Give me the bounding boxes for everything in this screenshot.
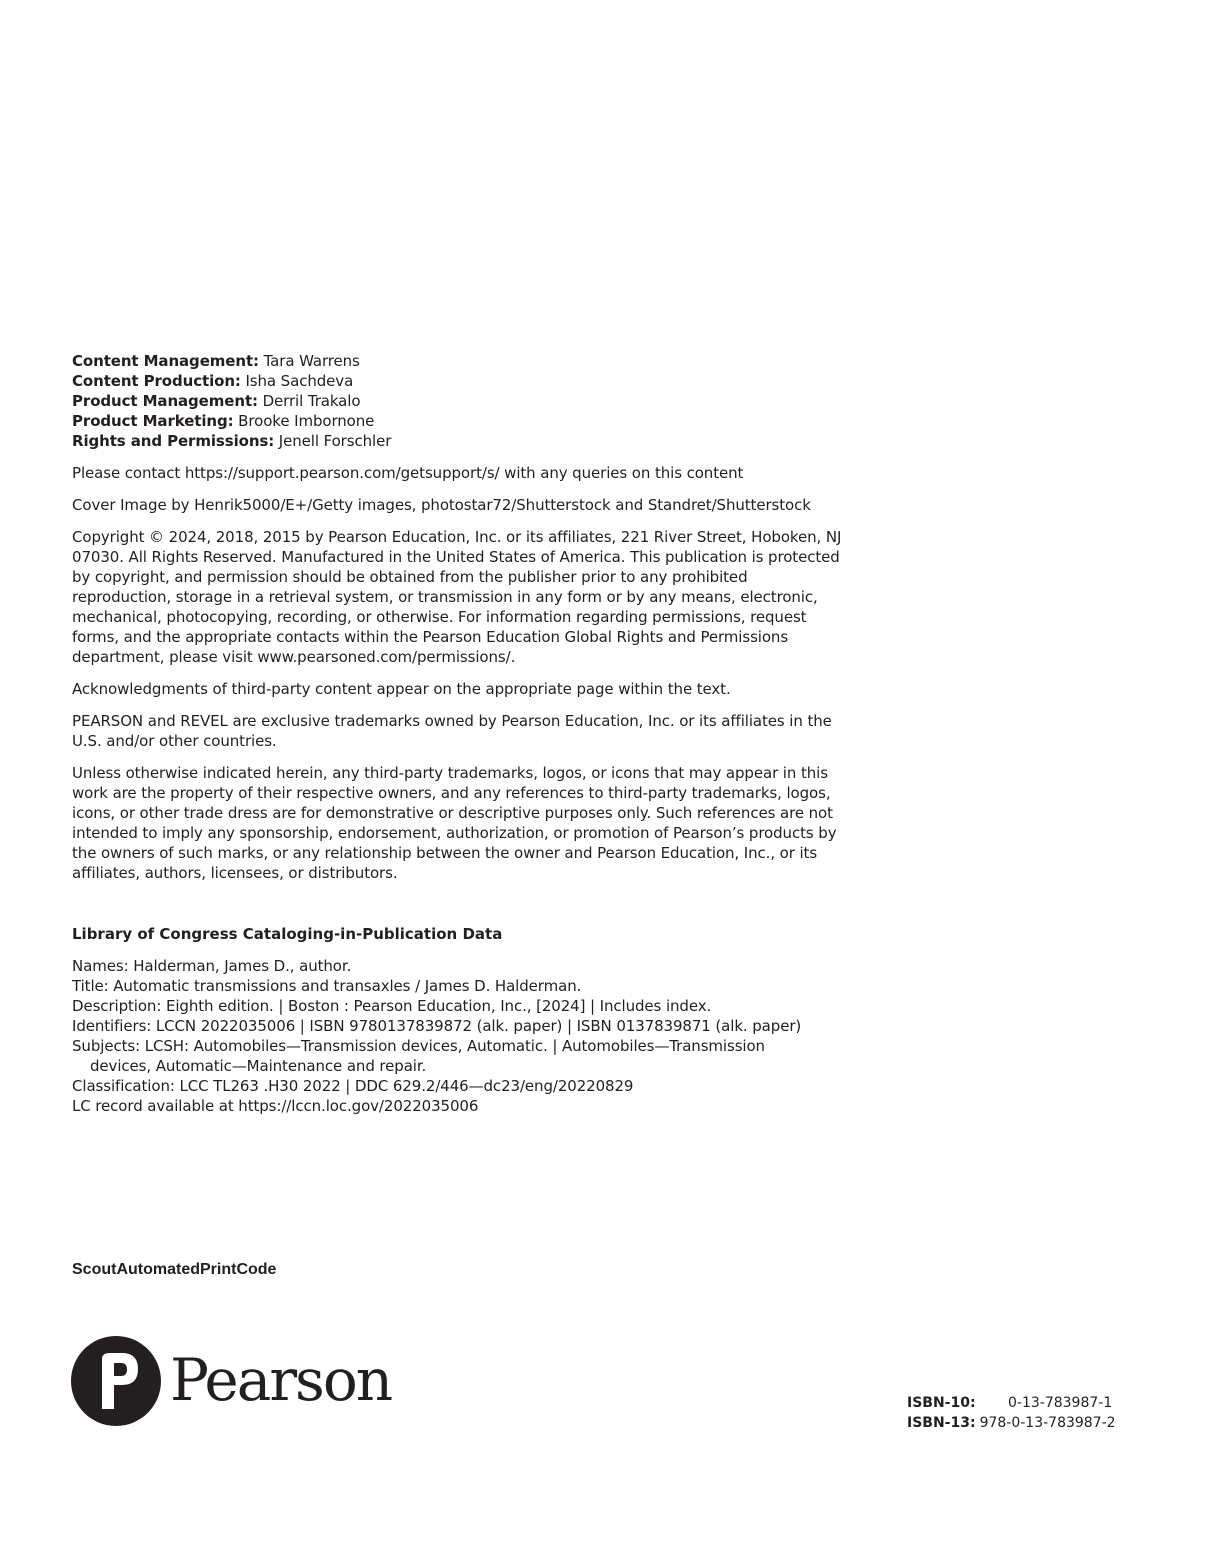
credit-line xyxy=(72,371,842,391)
cip-classification: Classification: LCC TL263 .H30 2022 | DDC 629.2/446—dc23/eng/20220829 xyxy=(72,1077,634,1095)
credit-line xyxy=(72,391,842,411)
cip-title: Library of Congress Cataloging-in-Publication Data xyxy=(72,925,503,943)
isbn-10-value: 0-13-783987-1 xyxy=(1008,1395,1113,1411)
credit-line xyxy=(72,351,842,371)
credit-role: Rights and Permissions: xyxy=(72,432,275,450)
credit-name: Isha Sachdeva xyxy=(240,372,354,390)
credit-role: Product Management: xyxy=(72,392,258,410)
pearson-logo xyxy=(70,1333,400,1431)
copyright-paragraph: Copyright © 2024, 2018, 2015 by Pearson Education, Inc. or its affiliates, 221 River Street, Hoboken, NJ 07030. All Rights Reserved. Manufactured in the United States of America. This publication is protected by copyright, and permission should be obtained from the publisher prior to any prohibited reproduction, storage in a retrieval system, or transmission in any form or by any means, electronic, mechanical, photocopying, recording, or otherwise. For information regarding permissions, request forms, and the appropriate contacts within the Pearson Education Global Rights and Permissions department, please visit www.pearsoned.com/permissions/. xyxy=(72,528,842,666)
cover-credit-paragraph: Cover Image by Henrik5000/E+/Getty images, photostar72/Shutterstock and Standret/Shutterstock xyxy=(72,496,811,514)
trademarks-paragraph: PEARSON and REVEL are exclusive trademarks owned by Pearson Education, Inc. or its affiliates in the U.S. and/or other countries. xyxy=(72,712,832,750)
cip-subjects: Subjects: LCSH: Automobiles—Transmission devices, Automatic. | Automobiles—Transmission xyxy=(72,1037,765,1055)
isbn-13-label: ISBN-13: xyxy=(907,1415,976,1431)
credits-block xyxy=(72,351,842,451)
third-party-paragraph: Unless otherwise indicated herein, any third-party trademarks, logos, or icons that may appear in this work are the property of their respective owners, and any references to third-party trademarks, logos, icons, or other trade dress are for demonstrative or descriptive purposes only. Such references are not intended to imply any sponsorship, endorsement, authorization, or promotion of Pearson’s products by the owners of such marks, or any relationship between the owner and Pearson Education, Inc., or its affiliates, authors, licensees, or distributors. xyxy=(72,764,837,882)
cip-block xyxy=(72,956,842,1116)
cip-description: Description: Eighth edition. | Boston : Pearson Education, Inc., [2024] | Includes index. xyxy=(72,997,712,1015)
pearson-logo-icon xyxy=(70,1333,162,1429)
credit-name: Tara Warrens xyxy=(258,352,360,370)
cip-record: LC record available at https://lccn.loc.gov/2022035006 xyxy=(72,1097,479,1115)
isbn-13-row xyxy=(907,1413,1116,1433)
isbn-13-value: 978-0-13-783987-2 xyxy=(979,1415,1116,1431)
cip-title-line: Title: Automatic transmissions and transaxles / James D. Halderman. xyxy=(72,977,582,995)
contact-paragraph: Please contact https://support.pearson.com/getsupport/s/ with any queries on this content xyxy=(72,464,744,482)
credit-role: Content Production: xyxy=(72,372,241,390)
cip-identifiers: Identifiers: LCCN 2022035006 | ISBN 9780137839872 (alk. paper) | ISBN 0137839871 (alk. paper) xyxy=(72,1017,802,1035)
legal-block xyxy=(72,463,842,895)
acknowledgments-paragraph: Acknowledgments of third-party content appear on the appropriate page within the text. xyxy=(72,680,731,698)
credit-name: Jenell Forschler xyxy=(274,432,392,450)
pearson-wordmark: Pearson xyxy=(170,1346,392,1414)
credit-name: Brooke Imbornone xyxy=(233,412,375,430)
credit-role: Product Marketing: xyxy=(72,412,234,430)
credit-role: Content Management: xyxy=(72,352,259,370)
credit-line xyxy=(72,411,842,431)
print-code: ScoutAutomatedPrintCode xyxy=(72,1261,277,1278)
isbn-10-label: ISBN-10: xyxy=(907,1395,976,1411)
isbn-10-row xyxy=(907,1393,1116,1413)
cip-subjects-continued: devices, Automatic—Maintenance and repair. xyxy=(90,1057,427,1075)
isbn-block xyxy=(907,1393,1116,1433)
credit-line xyxy=(72,431,842,451)
cip-names: Names: Halderman, James D., author. xyxy=(72,957,352,975)
credit-name: Derril Trakalo xyxy=(257,392,361,410)
